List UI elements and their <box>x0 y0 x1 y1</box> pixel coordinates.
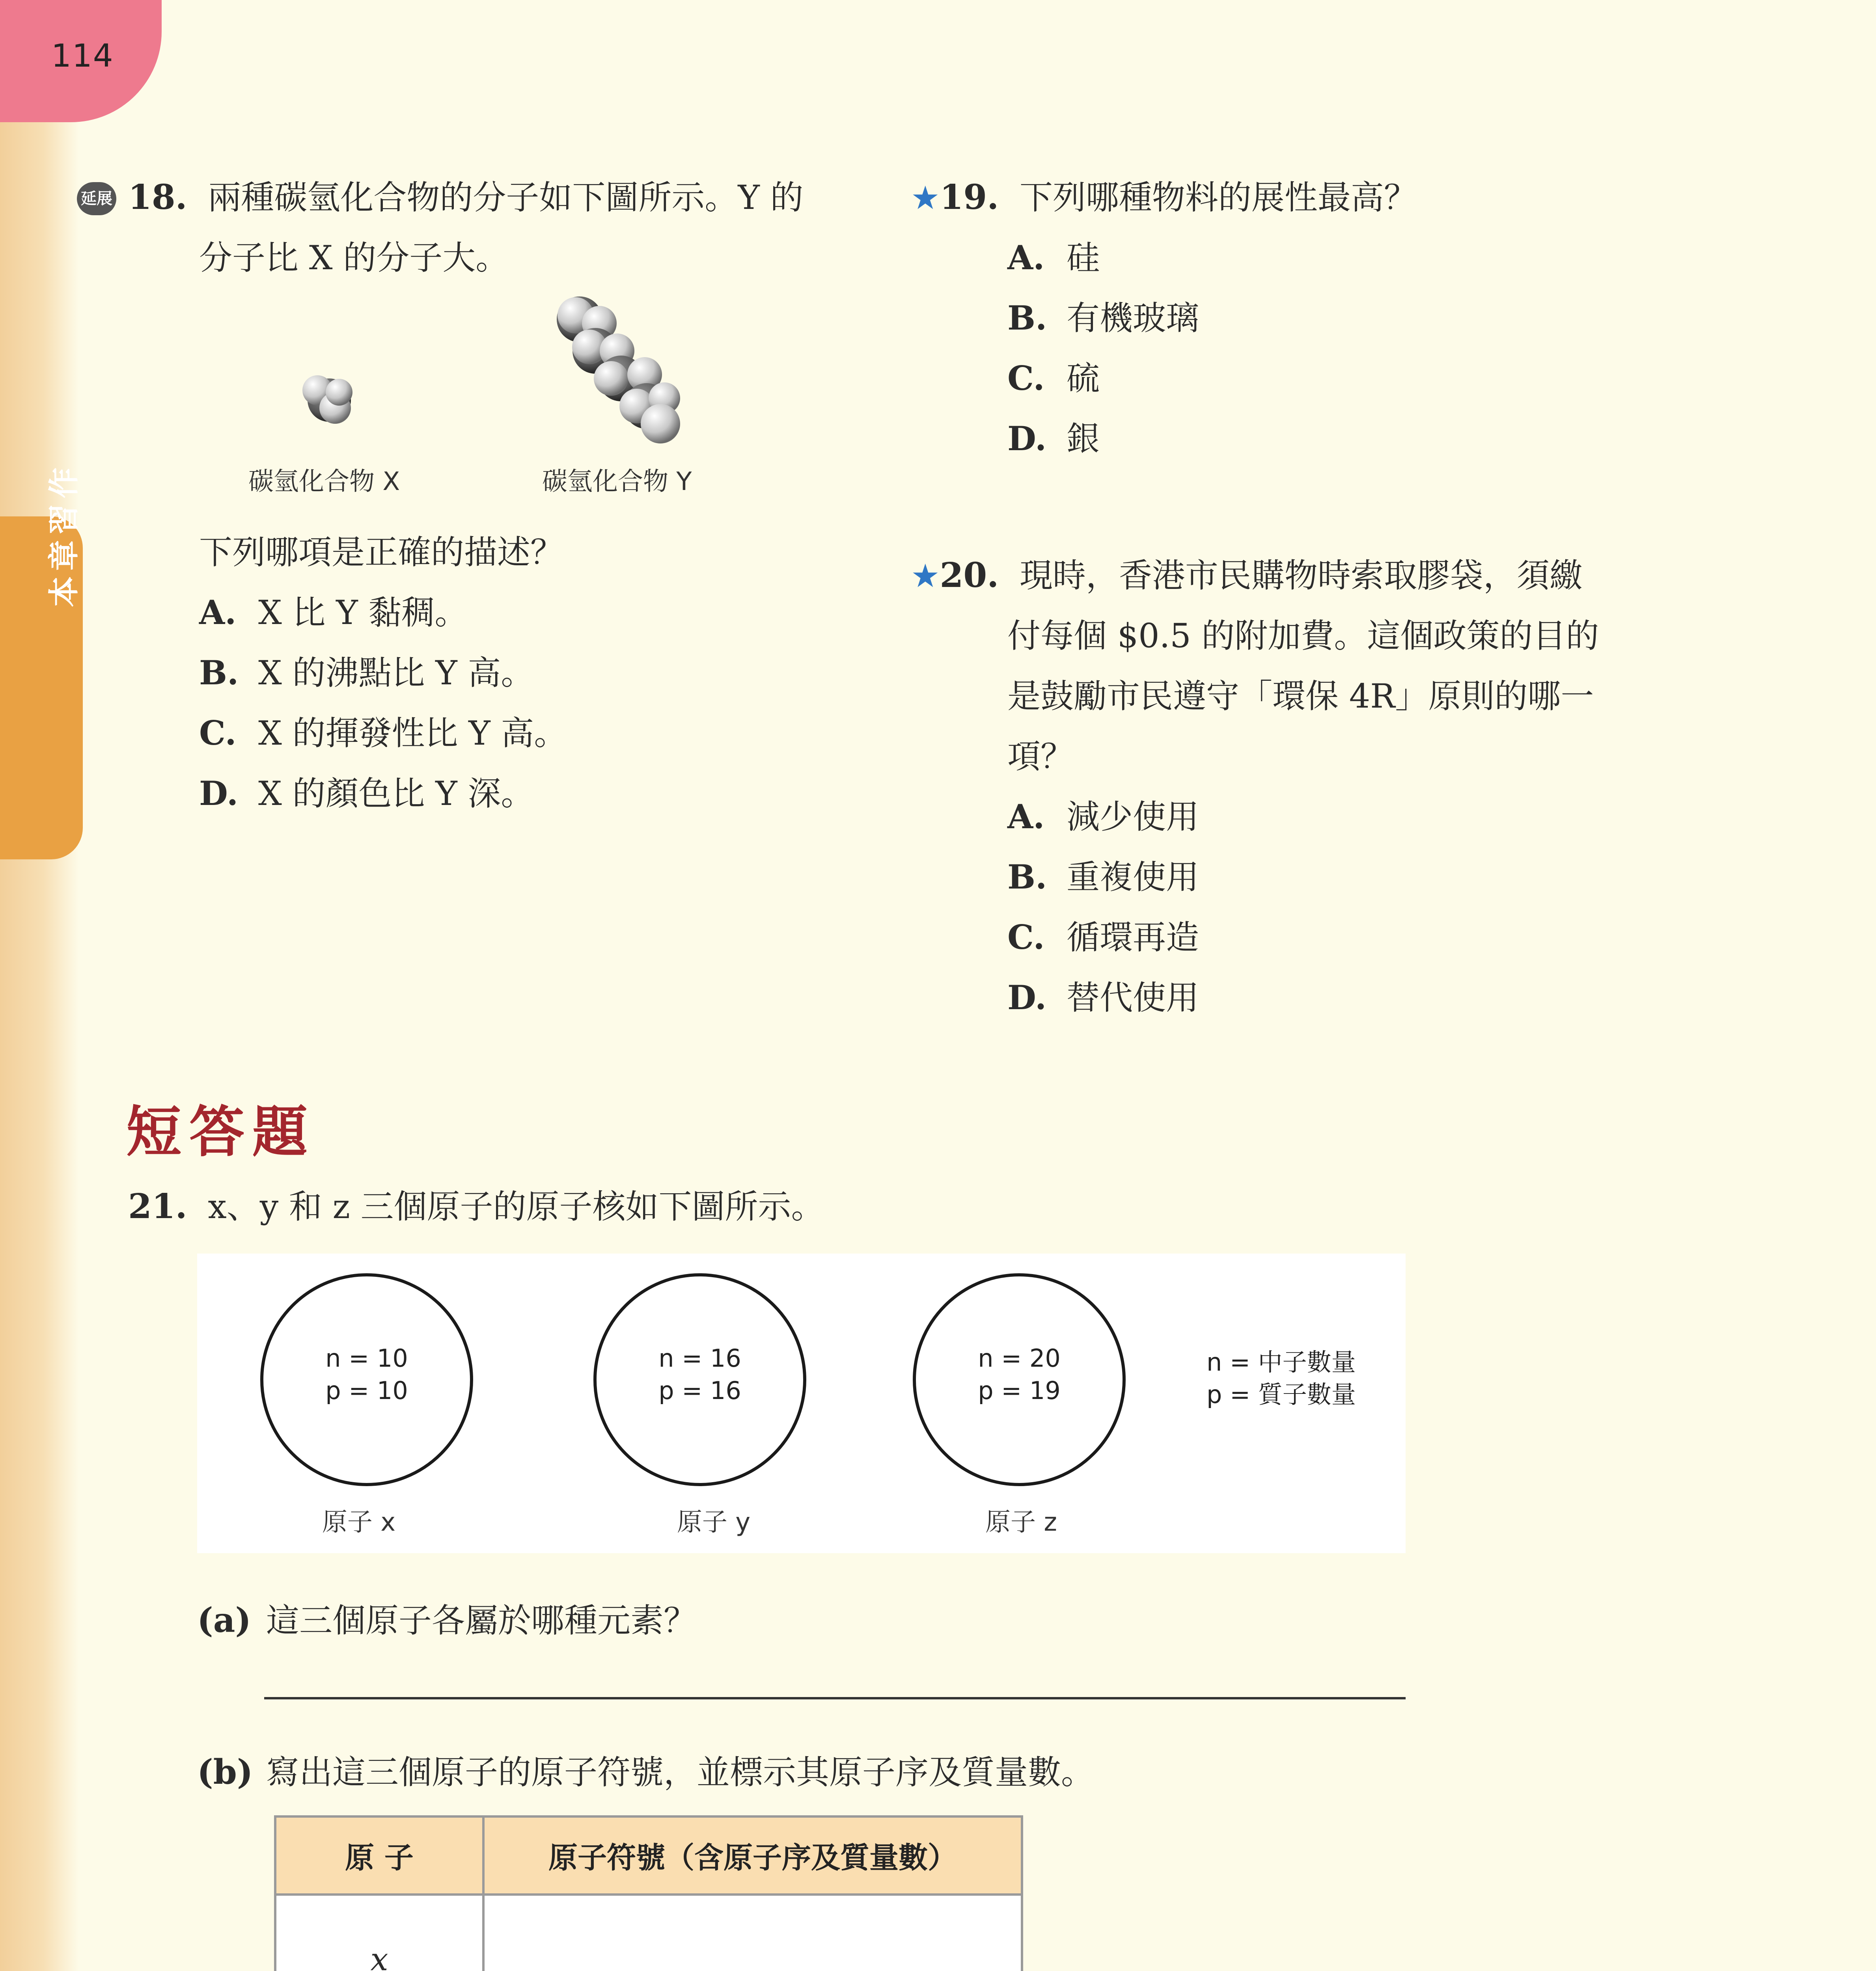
nucleus-x-values <box>260 1342 473 1407</box>
q21-part-b <box>197 1742 1094 1802</box>
q19-number: 19. <box>940 177 999 217</box>
q19-option-b-text: 有機玻璃 <box>1067 299 1199 337</box>
q20-option-a[interactable] <box>1007 787 1199 847</box>
q21-stem <box>128 1177 824 1237</box>
nucleus-z-caption: 原子 z <box>985 1508 1057 1537</box>
legend-neutron: n = 中子數量 <box>1207 1348 1356 1377</box>
q18-option-d-letter: D. <box>199 774 239 813</box>
q19-option-d-text: 銀 <box>1067 419 1100 458</box>
answer-line[interactable] <box>264 1697 1406 1699</box>
atomic-symbol-table <box>274 1815 1023 1971</box>
q18-option-c-text: X 的揮發性比 Y 高。 <box>258 714 567 753</box>
nucleus-z-protons: p = 19 <box>978 1376 1061 1405</box>
q20-option-d-text: 替代使用 <box>1067 978 1199 1017</box>
q19-option-b-letter: B. <box>1007 298 1047 337</box>
hydrocarbon-y-caption: 碳氫化合物 Y <box>542 467 692 496</box>
q18-option-d-text: X 的顏色比 Y 深。 <box>258 774 534 813</box>
q20-option-a-letter: A. <box>1007 797 1045 836</box>
section-title: 短答題 <box>126 1100 316 1164</box>
q20-stem-line2: 付每個 $0.5 的附加費。這個政策的目的 <box>1007 617 1599 655</box>
chapter-exercise-tab-label: 本章習作 <box>47 462 82 607</box>
q20-option-c-text: 循環再造 <box>1067 918 1199 957</box>
q19-option-d[interactable] <box>1007 409 1100 469</box>
q18-stem-line2: 分子比 X 的分子大。 <box>199 238 509 277</box>
nucleus-y-neutrons: n = 16 <box>658 1344 741 1373</box>
q18-stem-line1: 兩種碳氫化合物的分子如下圖所示。Y 的 <box>208 178 804 217</box>
q20-option-b-letter: B. <box>1007 857 1047 896</box>
table-row <box>275 1895 1022 1971</box>
q18-option-c-letter: C. <box>199 714 237 753</box>
q20-option-b-text: 重複使用 <box>1067 858 1199 896</box>
hydrocarbon-x-molecule-image <box>296 371 359 426</box>
q20-option-d[interactable] <box>1007 968 1199 1028</box>
nucleus-z-neutrons: n = 20 <box>978 1344 1061 1373</box>
q19-option-c[interactable] <box>1007 348 1100 408</box>
star-icon: ★ <box>911 179 940 217</box>
nucleus-y-protons: p = 16 <box>658 1376 741 1405</box>
q18-option-d[interactable] <box>199 764 534 823</box>
q18-option-b-text: X 的沸點比 Y 高。 <box>258 654 534 692</box>
q21-part-a <box>197 1591 697 1651</box>
table-cell-answer-x[interactable] <box>483 1895 1022 1971</box>
star-icon: ★ <box>911 557 940 595</box>
hydrocarbon-y-molecule-image <box>552 292 694 449</box>
q18-option-b[interactable] <box>199 643 534 703</box>
q18-prompt: 下列哪項是正確的描述？ <box>199 533 564 572</box>
nuclei-legend <box>1207 1346 1356 1411</box>
q20-option-c[interactable] <box>1007 907 1199 967</box>
q18-stem <box>128 168 803 227</box>
q21-part-a-label: (a) <box>197 1600 252 1640</box>
nucleus-x-protons: p = 10 <box>325 1376 408 1405</box>
q20-option-b[interactable] <box>1007 847 1199 907</box>
table-header-atom: 原 子 <box>275 1816 483 1895</box>
legend-proton: p = 質子數量 <box>1207 1380 1356 1409</box>
q19-option-a[interactable] <box>1007 228 1100 288</box>
q21-part-b-text: 寫出這三個原子的原子符號，並標示其原子序及質量數。 <box>266 1753 1095 1792</box>
q19-option-a-text: 硅 <box>1067 238 1100 277</box>
table-header-symbol: 原子符號（含原子序及質量數） <box>483 1816 1022 1895</box>
q20-option-a-text: 減少使用 <box>1067 797 1199 836</box>
q18-option-a-letter: A. <box>199 593 237 632</box>
q21-part-b-label: (b) <box>197 1752 253 1792</box>
q20-option-c-letter: C. <box>1007 918 1045 957</box>
page-number: 114 <box>51 37 114 74</box>
q20-number: 20. <box>940 555 999 595</box>
q20-stem-line1: 現時，香港市民購物時索取膠袋，須繳 <box>1019 556 1583 595</box>
q20-stem-line3: 是鼓勵市民遵守「環保 4R」原則的哪一 <box>1007 677 1594 715</box>
q18-number: 18. <box>128 177 187 217</box>
q18-option-c[interactable] <box>199 703 567 763</box>
q20-stem <box>911 546 1583 606</box>
nucleus-x-caption: 原子 x <box>322 1508 396 1537</box>
table-header-row <box>275 1816 1022 1895</box>
q19-option-c-letter: C. <box>1007 359 1045 398</box>
extension-badge: 延展 <box>77 182 116 215</box>
q19-stem-text: 下列哪種物料的展性最高？ <box>1019 178 1417 217</box>
q20-stem-line4: 項？ <box>1007 737 1074 776</box>
q19-option-d-letter: D. <box>1007 419 1047 458</box>
q18-option-a[interactable] <box>199 583 468 643</box>
q18-option-b-letter: B. <box>199 653 239 692</box>
q21-number: 21. <box>128 1187 187 1226</box>
nucleus-x-neutrons: n = 10 <box>325 1344 408 1373</box>
q21-stem-text: x、y 和 z 三個原子的原子核如下圖所示。 <box>208 1187 824 1226</box>
q19-option-c-text: 硫 <box>1067 359 1100 398</box>
hydrocarbon-x-caption: 碳氫化合物 X <box>248 467 400 496</box>
q18-option-a-text: X 比 Y 黏稠。 <box>258 593 468 632</box>
q21-part-a-text: 這三個原子各屬於哪種元素？ <box>266 1601 697 1640</box>
left-margin-strip <box>0 0 79 1971</box>
q19-option-b[interactable] <box>1007 288 1199 348</box>
nucleus-y-caption: 原子 y <box>677 1508 751 1537</box>
q19-stem <box>911 168 1417 228</box>
q19-option-a-letter: A. <box>1007 238 1045 277</box>
nucleus-y-values <box>593 1342 806 1407</box>
nucleus-z-values <box>913 1342 1126 1407</box>
q20-option-d-letter: D. <box>1007 978 1047 1017</box>
table-cell-atom-x: x <box>275 1895 483 1971</box>
